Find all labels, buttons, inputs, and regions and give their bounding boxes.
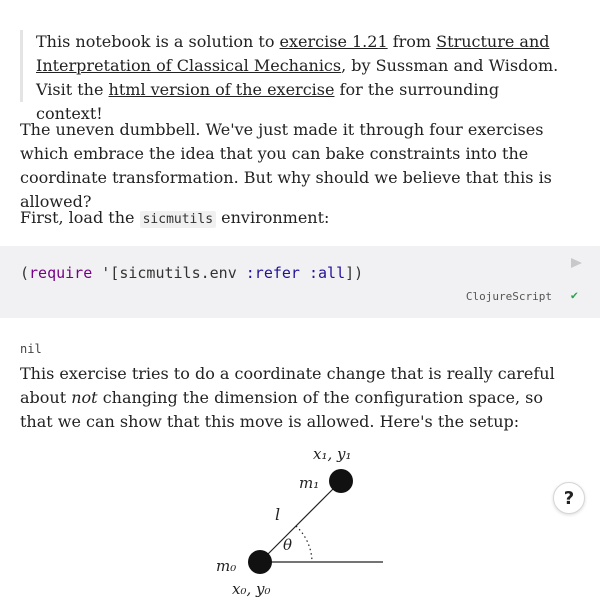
setup-text-after: changing the dimension of the configuration space, so that we can show that this move is allowed. Here's the setup: <box>20 388 543 431</box>
code-line[interactable] <box>20 264 363 282</box>
exercise-link[interactable]: exercise 1.21 <box>279 32 388 51</box>
angle-arc <box>296 526 312 562</box>
code-close: ]) <box>345 264 364 282</box>
label-theta: θ <box>283 536 293 554</box>
code-open-paren: ( <box>20 264 30 282</box>
code-namespace: '[sicmutils.env <box>92 264 246 282</box>
code-space <box>300 264 309 282</box>
code-require: require <box>29 264 93 282</box>
book-link[interactable]: Structure and Interpretation of Classical Mechanics <box>36 32 550 75</box>
setup-paragraph <box>20 362 580 434</box>
intro-paragraph: The uneven dumbbell. We've just made it through four exercises which embrace the idea that you can bake constraints into the coordinate transformation. But why should we believe that this is allowed? <box>20 120 552 211</box>
code-cell[interactable] <box>0 246 600 318</box>
play-icon[interactable] <box>569 256 583 270</box>
label-m0: m₀ <box>216 557 237 575</box>
intro-blockquote <box>20 30 560 123</box>
code-kw-all: :all <box>309 264 346 282</box>
intro-text-1: This notebook is a solution to <box>36 32 280 51</box>
inline-code-sicmutils: sicmutils <box>140 211 216 228</box>
code-kw-refer: :refer <box>245 264 300 282</box>
setup-text-before: This exercise tries to do a coordinate change that is really careful about <box>20 364 555 407</box>
mass-0-circle <box>248 550 272 574</box>
label-m1: m₁ <box>299 474 320 492</box>
language-label: ClojureScript <box>465 290 552 303</box>
intro-text-2: from <box>387 32 437 51</box>
load-text-after: environment: <box>216 208 330 227</box>
setup-emphasis: not <box>71 388 98 407</box>
label-x0-y0: x₀, y₀ <box>232 580 271 598</box>
mass-1-circle <box>329 469 353 493</box>
help-button[interactable]: ? <box>553 482 585 514</box>
load-paragraph <box>20 206 580 232</box>
load-text-before: First, load the <box>20 208 140 227</box>
dumbbell-diagram <box>0 440 600 600</box>
label-l: l <box>275 505 281 524</box>
check-icon: ✔ <box>570 288 578 302</box>
intro-text-3: , by Sussman and Wisdom. Visit the <box>36 56 559 99</box>
intro-text-4: for the surrounding context! <box>36 80 500 123</box>
cell-result: nil <box>20 342 42 356</box>
label-x1-y1: x₁, y₁ <box>313 445 352 463</box>
html-version-link[interactable]: html version of the exercise <box>108 80 335 99</box>
rod-line <box>260 481 341 562</box>
